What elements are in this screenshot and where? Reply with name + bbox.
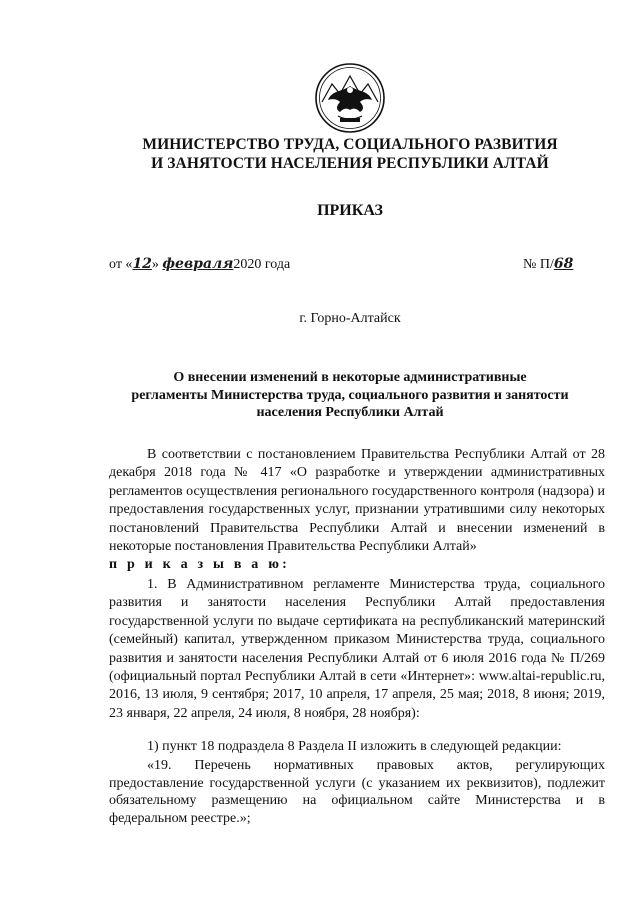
order-word: п р и к а з ы в а ю:	[109, 557, 290, 573]
order-subject	[110, 369, 590, 422]
order-date	[109, 256, 290, 273]
date-suffix: 2020 года	[233, 257, 291, 272]
number-prefix: № П/	[523, 257, 554, 272]
document-type-title: ПРИКАЗ	[317, 202, 383, 219]
ministry-name-line1: МИНИСТЕРСТВО ТРУДА, СОЦИАЛЬНОГО РАЗВИТИЯ	[142, 136, 558, 153]
preamble-text: В соответствии с постановлением Правительства Республики Алтай от 28 декабря 2018 года № 417 «О разработке и утверждении административных регламентов осуществления регионального государственного контроля (надзора) и предоставления государственных услуг, признании утратившими силу некоторых постановлений Правительства Республики Алтай и внесении изменений в некоторые постановления Правительства Республики Алтай»	[109, 447, 605, 555]
date-month-handwritten: февраля	[162, 256, 234, 272]
paragraph-1-item-1: 1) пункт 18 подраздела 8 Раздела II изложить в следующей редакции:	[147, 739, 562, 754]
subject-line1: О внесении изменений в некоторые административные	[173, 370, 527, 385]
date-day-handwritten: 12	[132, 256, 152, 272]
paragraph-1: 1. В Административном регламенте Министерства труда, социального развития и занятости населения Республики Алтай предоставления государственной услуги по выдаче сертификата на республиканский материнский (семейный) капитал, утвержденном приказом Министерства труда, социального развития и занятости населения Республики Алтай от 6 июля 2016 года № П/269 (официальный портал Республики Алтай в сети «Интернет»: www.altai-republic.ru, 2016, 13 июля, 9 сентября; 2017, 10 апреля, 17 апреля, 25 мая; 2018, 8 июня; 2019, 23 января, 22 апреля, 24 июля, 8 ноября, 28 ноября):	[109, 577, 605, 721]
date-prefix: от «	[109, 257, 133, 272]
paragraph-19-quote: «19. Перечень нормативных правовых актов, регулирующих предоставление государственной услуги (с указанием их реквизитов), подлежит обязательному размещению на официальном сайте Министерства и в федеральном реестре.»;	[109, 758, 605, 826]
ministry-name	[100, 135, 600, 173]
coat-of-arms-emblem	[314, 62, 386, 134]
subject-line3: населения Республики Алтай	[256, 405, 444, 420]
number-value-handwritten: 68	[553, 256, 574, 272]
city: г. Горно-Алтайск	[299, 311, 401, 326]
subject-line2: регламенты Министерства труда, социального развития и занятости	[131, 387, 569, 403]
preamble-paragraph	[109, 446, 605, 575]
ministry-name-line2: И ЗАНЯТОСТИ НАСЕЛЕНИЯ РЕСПУБЛИКИ АЛТАЙ	[151, 155, 549, 172]
date-mid: »	[151, 257, 163, 272]
order-number	[523, 256, 573, 273]
